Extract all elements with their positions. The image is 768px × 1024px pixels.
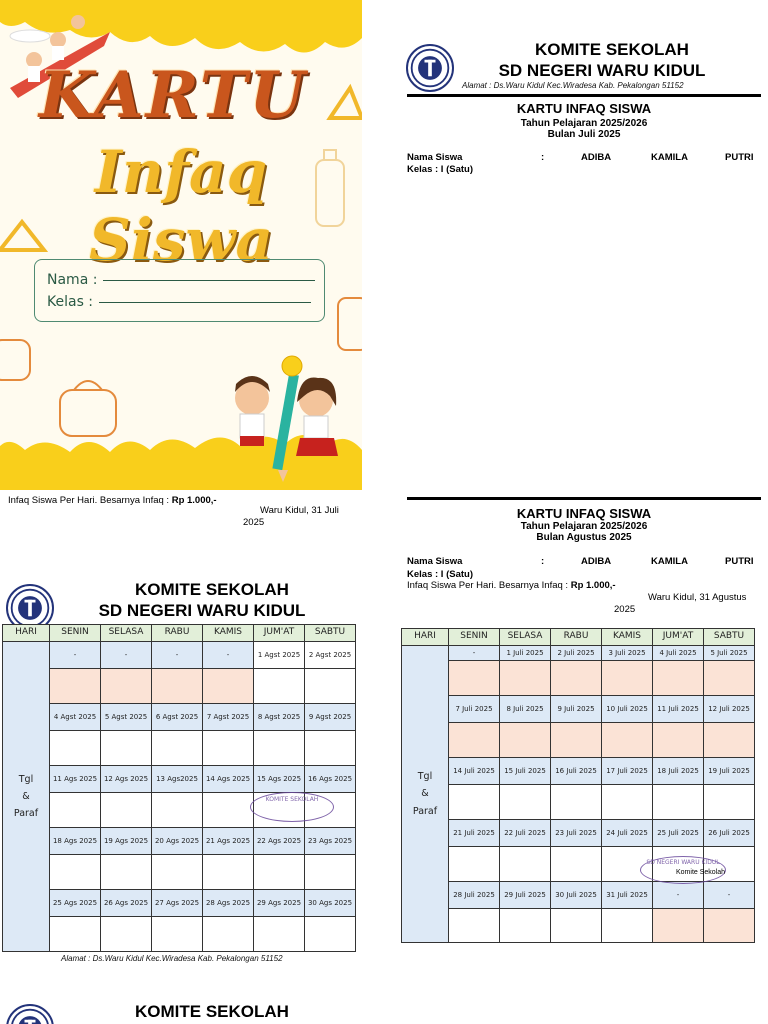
date-cell: 11 Juli 2025 <box>653 696 704 723</box>
date-cell: 29 Juli 2025 <box>500 882 551 909</box>
paraf-cell[interactable] <box>704 661 755 696</box>
date-cell: 15 Ags 2025 <box>254 766 305 793</box>
date-cell: 7 Agst 2025 <box>203 704 254 731</box>
july-student-label: Nama Siswa <box>407 152 463 163</box>
infaq-note-text: Infaq Siswa Per Hari. Besarnya Infaq : <box>8 495 172 506</box>
date-cell: 8 Agst 2025 <box>254 704 305 731</box>
paraf-cell[interactable] <box>602 909 653 943</box>
paraf-cell[interactable] <box>254 855 305 890</box>
header-cell: JUM'AT <box>653 629 704 646</box>
date-cell: 29 Ags 2025 <box>254 890 305 917</box>
header-cell: RABU <box>152 625 203 642</box>
date-cell: 14 Juli 2025 <box>449 758 500 785</box>
school-logo-icon-3 <box>6 1004 54 1024</box>
date-cell: 11 Ags 2025 <box>50 766 101 793</box>
date-cell: - <box>152 642 203 669</box>
paraf-cell[interactable] <box>551 723 602 758</box>
date-cell: 25 Juli 2025 <box>653 820 704 847</box>
cover-name-row <box>47 272 315 288</box>
paraf-cell[interactable] <box>500 785 551 820</box>
date-cell: 3 Juli 2025 <box>602 646 653 661</box>
july-class-line: Kelas : I (Satu) <box>407 164 473 175</box>
date-cell: 15 Juli 2025 <box>500 758 551 785</box>
date-cell: 2 Agst 2025 <box>305 642 356 669</box>
paraf-cell[interactable] <box>551 785 602 820</box>
paraf-cell[interactable] <box>449 847 500 882</box>
july-card-month: Bulan Juli 2025 <box>547 129 621 140</box>
date-cell: - <box>653 882 704 909</box>
paraf-cell[interactable] <box>602 661 653 696</box>
header-cell: SENIN <box>50 625 101 642</box>
date-cell: 23 Juli 2025 <box>551 820 602 847</box>
header-cell: JUM'AT <box>254 625 305 642</box>
cover-name-label: Nama : <box>47 272 98 288</box>
school-logo-icon <box>406 44 454 92</box>
paraf-cell[interactable] <box>551 909 602 943</box>
july-student-name-1: ADIBA <box>581 152 612 163</box>
date-cell: - <box>449 646 500 661</box>
header-cell: RABU <box>551 629 602 646</box>
paraf-cell[interactable] <box>653 661 704 696</box>
paraf-cell[interactable] <box>653 723 704 758</box>
paraf-cell[interactable] <box>50 793 101 828</box>
side-label <box>402 646 449 943</box>
date-cell: 8 Juli 2025 <box>500 696 551 723</box>
date-cell: 16 Ags 2025 <box>305 766 356 793</box>
date-cell: 21 Ags 2025 <box>203 828 254 855</box>
date-cell: 4 Juli 2025 <box>653 646 704 661</box>
august-card-month: Bulan Agustus 2025 <box>536 532 632 543</box>
august-signature-line1: Waru Kidul, 31 Agustus <box>648 592 747 603</box>
date-cell: 14 Ags 2025 <box>203 766 254 793</box>
paraf-cell[interactable] <box>653 909 704 943</box>
paraf-cell[interactable] <box>254 731 305 766</box>
paraf-cell[interactable] <box>449 785 500 820</box>
august-signature-line2: 2025 <box>614 604 636 615</box>
paraf-cell[interactable] <box>704 909 755 943</box>
date-cell: 20 Ags 2025 <box>152 828 203 855</box>
paraf-cell[interactable] <box>254 917 305 952</box>
header-cell: SABTU <box>305 625 356 642</box>
paraf-cell[interactable] <box>203 669 254 704</box>
paraf-cell[interactable] <box>500 661 551 696</box>
date-cell: 18 Ags 2025 <box>50 828 101 855</box>
july-student-name-3: PUTRI <box>725 152 754 163</box>
cover-class-row <box>47 294 311 310</box>
paraf-cell[interactable] <box>50 731 101 766</box>
side-label <box>3 642 50 952</box>
date-cell: 22 Juli 2025 <box>500 820 551 847</box>
paraf-cell[interactable] <box>449 661 500 696</box>
date-cell: - <box>203 642 254 669</box>
date-cell: 30 Ags 2025 <box>305 890 356 917</box>
paraf-cell[interactable] <box>254 669 305 704</box>
date-cell: 31 Juli 2025 <box>602 882 653 909</box>
paraf-cell[interactable] <box>50 669 101 704</box>
date-cell: 6 Agst 2025 <box>152 704 203 731</box>
paraf-cell[interactable] <box>101 855 152 890</box>
date-cell: 7 Juli 2025 <box>449 696 500 723</box>
date-cell: 1 Agst 2025 <box>254 642 305 669</box>
paraf-cell[interactable] <box>152 917 203 952</box>
infaq-note <box>8 495 217 506</box>
august-student-name-1: ADIBA <box>581 556 612 567</box>
left-signature-line2: 2025 <box>243 517 265 528</box>
header-cell: KAMIS <box>602 629 653 646</box>
paraf-cell[interactable] <box>203 731 254 766</box>
header-cell: SENIN <box>449 629 500 646</box>
date-cell: 19 Juli 2025 <box>704 758 755 785</box>
date-cell: 25 Ags 2025 <box>50 890 101 917</box>
cover-title-kartu: KARTU <box>38 58 308 133</box>
july-student-colon: : <box>541 152 545 163</box>
august-student-label: Nama Siswa <box>407 556 463 567</box>
name-class-box <box>34 259 325 322</box>
paraf-cell[interactable] <box>50 855 101 890</box>
header-cell: SABTU <box>704 629 755 646</box>
date-cell: 5 Agst 2025 <box>101 704 152 731</box>
date-cell: 21 Juli 2025 <box>449 820 500 847</box>
august-student-name-3: PUTRI <box>725 556 754 567</box>
side-label-tgl: Tgl <box>18 773 34 785</box>
date-cell: 16 Juli 2025 <box>551 758 602 785</box>
date-cell: 22 Ags 2025 <box>254 828 305 855</box>
paraf-cell[interactable] <box>500 723 551 758</box>
date-cell: 17 Juli 2025 <box>602 758 653 785</box>
july-calendar-table <box>401 628 755 943</box>
infaq-note-amount: Rp 1.000,- <box>171 495 217 506</box>
paraf-cell[interactable] <box>449 909 500 943</box>
left-signature-line1: Waru Kidul, 31 Juli <box>260 505 339 516</box>
paraf-cell[interactable] <box>50 917 101 952</box>
date-cell: 12 Juli 2025 <box>704 696 755 723</box>
date-cell: - <box>50 642 101 669</box>
date-cell: 19 Ags 2025 <box>101 828 152 855</box>
paraf-cell[interactable] <box>152 731 203 766</box>
paraf-cell[interactable] <box>305 669 356 704</box>
date-cell: 5 Juli 2025 <box>704 646 755 661</box>
july-student-name-2: KAMILA <box>651 152 688 163</box>
date-cell: 4 Agst 2025 <box>50 704 101 731</box>
stamp-text-2: SD NEGERI WARU KIDUL <box>646 859 720 866</box>
paraf-cell[interactable] <box>551 847 602 882</box>
date-cell: 9 Agst 2025 <box>305 704 356 731</box>
header-cell: HARI <box>402 629 449 646</box>
committee-address: Alamat : Ds.Waru Kidul Kec.Wiradesa Kab. Pekalongan 51152 <box>462 81 684 90</box>
date-cell: 1 Juli 2025 <box>500 646 551 661</box>
paraf-cell[interactable] <box>101 793 152 828</box>
side-label-paraf: Paraf <box>412 805 438 817</box>
committee-address-2: Alamat : Ds.Waru Kidul Kec.Wiradesa Kab. Pekalongan 51152 <box>61 954 283 963</box>
cover-class-label: Kelas : <box>47 294 94 310</box>
paraf-cell[interactable] <box>704 723 755 758</box>
date-cell: 13 Ags2025 <box>152 766 203 793</box>
paraf-cell[interactable] <box>101 731 152 766</box>
date-cell: 2 Juli 2025 <box>551 646 602 661</box>
stamp-text: KOMITE SEKOLAH <box>265 796 319 803</box>
name-write-line[interactable] <box>103 280 315 281</box>
august-card-year: Tahun Pelajaran 2025/2026 <box>520 521 648 532</box>
paraf-cell[interactable] <box>602 723 653 758</box>
paraf-cell[interactable] <box>203 793 254 828</box>
paraf-cell[interactable] <box>152 669 203 704</box>
cover-title-infaq: Infaq Siswa <box>88 138 274 274</box>
august-card-title: KARTU INFAQ SISWA <box>516 506 652 521</box>
header-cell: SELASA <box>101 625 152 642</box>
paraf-cell[interactable] <box>101 917 152 952</box>
stamp-caption: Komite Sekolah <box>676 869 726 876</box>
paraf-cell[interactable] <box>305 855 356 890</box>
date-cell: 28 Ags 2025 <box>203 890 254 917</box>
date-cell: 28 Juli 2025 <box>449 882 500 909</box>
committee-title-1: KOMITE SEKOLAH <box>535 40 689 59</box>
committee-title-2: SD NEGERI WARU KIDUL <box>498 61 706 80</box>
august-class-line: Kelas : I (Satu) <box>407 569 473 580</box>
date-cell: 26 Ags 2025 <box>101 890 152 917</box>
paraf-cell[interactable] <box>305 731 356 766</box>
august-header-rule <box>407 497 761 500</box>
date-cell: 12 Ags 2025 <box>101 766 152 793</box>
header-rule <box>407 94 761 97</box>
paraf-cell[interactable] <box>152 793 203 828</box>
date-cell: 23 Ags 2025 <box>305 828 356 855</box>
paraf-cell[interactable] <box>551 661 602 696</box>
date-cell: 30 Juli 2025 <box>551 882 602 909</box>
date-cell: 24 Juli 2025 <box>602 820 653 847</box>
august-student-name-2: KAMILA <box>651 556 688 567</box>
class-write-line[interactable] <box>99 302 311 303</box>
cover-illustration <box>0 0 362 490</box>
side-label-paraf: Paraf <box>13 808 39 820</box>
paraf-cell[interactable] <box>602 785 653 820</box>
paraf-cell[interactable] <box>500 847 551 882</box>
july-card-title: KARTU INFAQ SISWA <box>516 101 652 116</box>
side-label-tgl: Tgl <box>417 771 433 783</box>
header-cell: HARI <box>3 625 50 642</box>
august-calendar-table <box>2 624 356 952</box>
paraf-cell[interactable] <box>449 723 500 758</box>
august-student-colon: : <box>541 556 545 567</box>
committee-stamp-icon <box>250 792 334 822</box>
side-label-amp: & <box>421 788 429 800</box>
side-label-amp: & <box>22 790 30 802</box>
july-card-year: Tahun Pelajaran 2025/2026 <box>520 118 648 129</box>
date-cell: 10 Juli 2025 <box>602 696 653 723</box>
date-cell: 27 Ags 2025 <box>152 890 203 917</box>
date-cell: - <box>704 882 755 909</box>
date-cell: 9 Juli 2025 <box>551 696 602 723</box>
committee-title-1b: KOMITE SEKOLAH <box>135 580 289 599</box>
paraf-cell[interactable] <box>500 909 551 943</box>
paraf-cell[interactable] <box>101 669 152 704</box>
paraf-cell[interactable] <box>653 785 704 820</box>
august-infaq-note <box>407 580 616 591</box>
august-infaq-amount: Rp 1.000,- <box>570 580 616 591</box>
date-cell: - <box>101 642 152 669</box>
bottom-committee-title: KOMITE SEKOLAH <box>135 1002 289 1021</box>
date-cell: 18 Juli 2025 <box>653 758 704 785</box>
paraf-cell[interactable] <box>152 855 203 890</box>
committee-title-2b: SD NEGERI WARU KIDUL <box>98 601 306 620</box>
paraf-cell[interactable] <box>203 917 254 952</box>
header-cell: KAMIS <box>203 625 254 642</box>
date-cell: 26 Juli 2025 <box>704 820 755 847</box>
paraf-cell[interactable] <box>203 855 254 890</box>
august-infaq-text: Infaq Siswa Per Hari. Besarnya Infaq : <box>407 580 571 591</box>
header-cell: SELASA <box>500 629 551 646</box>
paraf-cell[interactable] <box>704 785 755 820</box>
paraf-cell[interactable] <box>305 917 356 952</box>
